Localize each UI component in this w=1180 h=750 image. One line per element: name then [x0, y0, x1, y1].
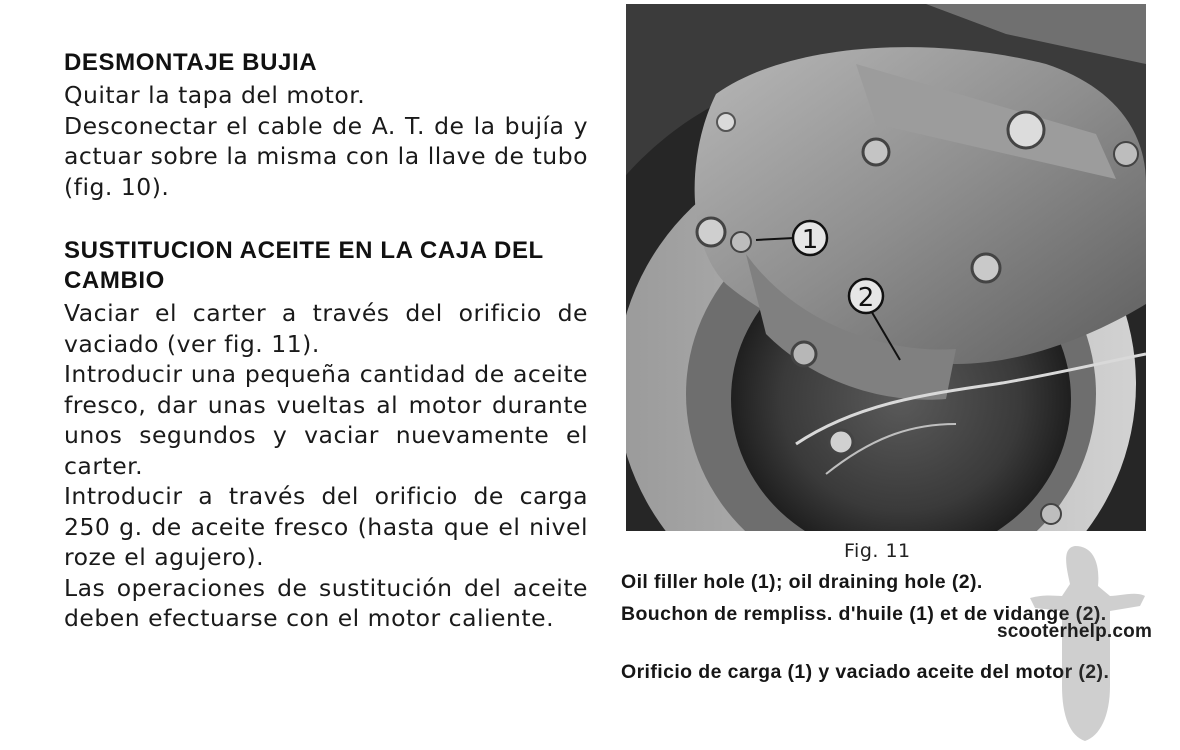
watermark-text: scooterhelp.com	[997, 621, 1153, 642]
engine-photo	[626, 4, 1146, 531]
callout-1-label: 1	[801, 225, 819, 255]
callout-2	[849, 279, 883, 313]
bolt-shape	[697, 218, 725, 246]
callout-2-label: 2	[857, 283, 875, 313]
text-column	[64, 48, 588, 634]
paragraph-operaciones: Las operaciones de sustitución del aceite deben efectuarse con el motor caliente.	[64, 573, 588, 632]
paragraph-vaciar-carter: Vaciar el carter a través del orificio de vaciado (ver fig. 11).	[64, 299, 588, 358]
caption-french: Bouchon de rempliss. d'huile (1) et de vidange (2).	[621, 603, 1107, 625]
caption-english: Oil filler hole (1); oil draining hole (2).	[621, 571, 983, 593]
paragraph-desconectar-cable: Desconectar el cable de A. T. de la bujía y actuar sobre la misma con la llave de tubo (fig. 10).	[64, 111, 588, 201]
heading-desmontaje-bujia: DESMONTAJE BUJIA	[64, 49, 318, 76]
figure-label: Fig. 11	[844, 540, 911, 562]
heading-sustitucion-aceite: SUSTITUCION ACEITE EN LA CAJA DEL CAMBIO	[64, 237, 544, 294]
caption-spanish: Orificio de carga (1) y vaciado aceite del motor (2).	[621, 661, 1110, 683]
callout-1	[793, 221, 827, 255]
paragraph-introducir-pequena: Introducir una pequeña cantidad de aceite fresco, dar unas vueltas al motor durante unos segundos y vaciar nuevamente el carter.	[64, 360, 588, 480]
paragraph-introducir-carga: Introducir a través del orificio de carga 250 g. de aceite fresco (hasta que el nivel roze el agujero).	[64, 482, 588, 571]
paragraph-quitar-tapa: Quitar la tapa del motor.	[64, 81, 366, 109]
